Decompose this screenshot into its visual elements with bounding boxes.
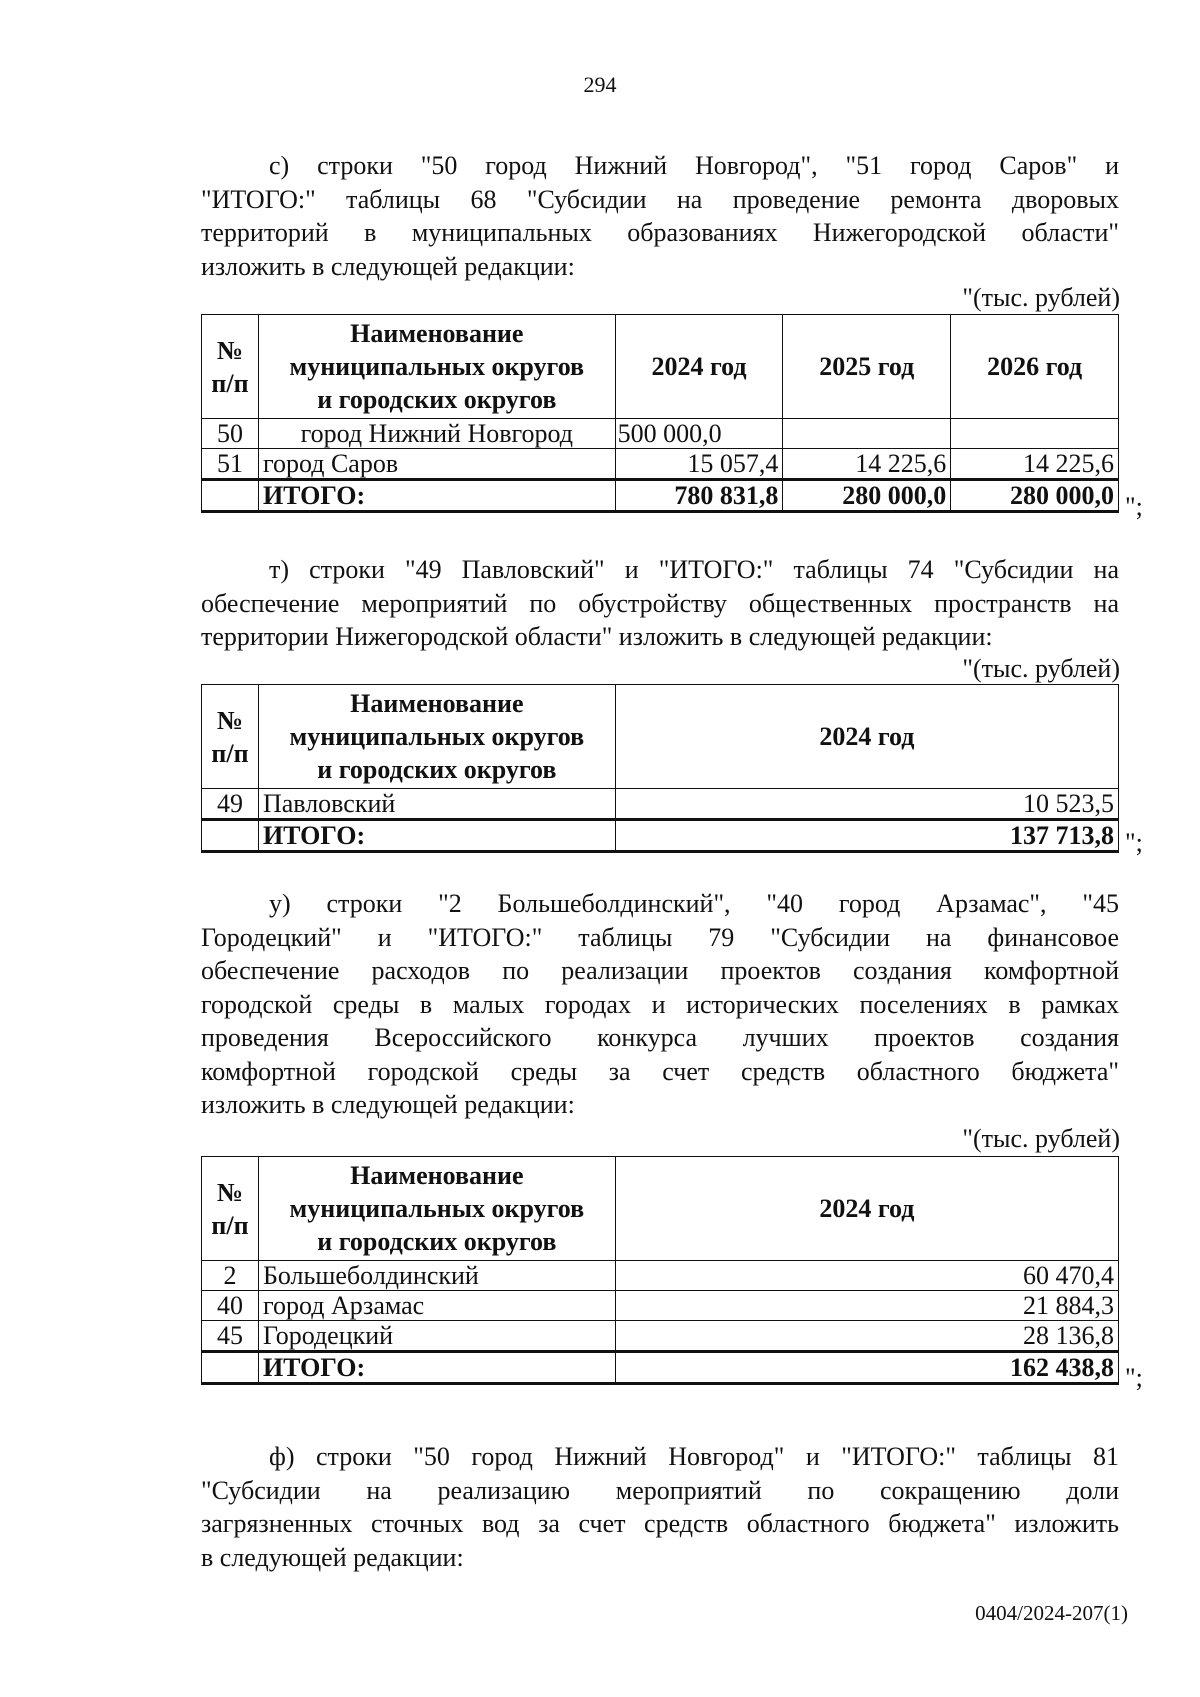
table-row: 2 Большеболдинский 60 470,4 bbox=[202, 1261, 1119, 1291]
table-row: 50 город Нижний Новгород 500 000,0 bbox=[202, 419, 1119, 449]
closing-mark: "; bbox=[1125, 1363, 1143, 1392]
unit-label: "(тыс. рублей) bbox=[962, 654, 1120, 683]
table-74 bbox=[201, 684, 1119, 853]
table-total-row: ИТОГО: 162 438,8 bbox=[202, 1352, 1119, 1384]
closing-mark: "; bbox=[1125, 828, 1143, 857]
table-79 bbox=[201, 1156, 1119, 1385]
header-name: Наименование муниципальных округов и городских округов bbox=[258, 1157, 615, 1261]
table-header-row bbox=[202, 315, 1119, 419]
table-68 bbox=[201, 314, 1119, 513]
header-2026: 2026 год bbox=[951, 315, 1119, 419]
table-row: 45 Городецкий 28 136,8 bbox=[202, 1321, 1119, 1352]
table-total-row: ИТОГО: 780 831,8 280 000,0 280 000,0 bbox=[202, 480, 1119, 512]
unit-label: "(тыс. рублей) bbox=[962, 283, 1120, 312]
header-num: № п/п bbox=[202, 315, 259, 419]
section-f-line: загрязненных сточных вод за счет средств областного бюджета" изложить bbox=[201, 1509, 1119, 1538]
section-u-line: у) строки "2 Большеболдинский", "40 город Арзамас", "45 bbox=[269, 889, 1119, 918]
header-name: Наименование муниципальных округов и городских округов bbox=[258, 315, 615, 419]
header-2025: 2025 год bbox=[783, 315, 951, 419]
section-t-paragraph bbox=[201, 553, 1119, 654]
section-s-line: "ИТОГО:" таблицы 68 "Субсидии на проведение ремонта дворовых bbox=[201, 184, 1119, 214]
table-row: 51 город Саров 15 057,4 14 225,6 14 225,6 bbox=[202, 449, 1119, 480]
table-header-row bbox=[202, 1157, 1119, 1261]
header-2024: 2024 год bbox=[615, 685, 1118, 789]
section-t-line: т) строки "49 Павловский" и "ИТОГО:" таблицы 74 "Субсидии на bbox=[269, 555, 1119, 584]
section-s-line: изложить в следующей редакции: bbox=[201, 251, 575, 281]
table-row: 40 город Арзамас 21 884,3 bbox=[202, 1291, 1119, 1321]
closing-mark: "; bbox=[1125, 492, 1143, 521]
table-header-row bbox=[202, 685, 1119, 789]
section-s-line: с) строки "50 город Нижний Новгород", "51 город Саров" и bbox=[269, 151, 1119, 180]
unit-label: "(тыс. рублей) bbox=[962, 1124, 1120, 1153]
section-u-line: городской среды в малых городах и исторических поселениях в рамках bbox=[201, 989, 1119, 1019]
header-2024: 2024 год bbox=[615, 315, 783, 419]
section-t-line: территории Нижегородской области" изложить в следующей редакции: bbox=[201, 622, 993, 651]
header-2024: 2024 год bbox=[615, 1157, 1118, 1261]
header-num: № п/п bbox=[202, 685, 259, 789]
section-f-line: ф) строки "50 город Нижний Новгород" и "ИТОГО:" таблицы 81 bbox=[269, 1442, 1119, 1471]
section-u-line: изложить в следующей редакции: bbox=[201, 1090, 575, 1119]
section-f-line: в следующей редакции: bbox=[201, 1542, 464, 1572]
table-total-row: ИТОГО: 137 713,8 bbox=[202, 820, 1119, 852]
section-u-paragraph bbox=[201, 887, 1119, 1122]
header-name: Наименование муниципальных округов и городских округов bbox=[258, 685, 615, 789]
section-t-line: обеспечение мероприятий по обустройству общественных пространств на bbox=[201, 588, 1119, 618]
document-code: 0404/2024-207(1) bbox=[975, 1601, 1128, 1625]
section-s-line: территорий в муниципальных образованиях Нижегородской области" bbox=[201, 218, 1119, 247]
section-u-line: проведения Всероссийского конкурса лучших проектов создания bbox=[201, 1023, 1119, 1052]
section-u-line: Городецкий" и "ИТОГО:" таблицы 79 "Субсидии на финансовое bbox=[201, 922, 1119, 952]
section-f-paragraph bbox=[201, 1440, 1119, 1574]
section-u-line: обеспечение расходов по реализации проектов создания комфортной bbox=[201, 956, 1119, 985]
section-f-line: "Субсидии на реализацию мероприятий по сокращению доли bbox=[201, 1475, 1119, 1505]
header-num: № п/п bbox=[202, 1157, 259, 1261]
section-s-paragraph bbox=[201, 149, 1119, 283]
section-u-line: комфортной городской среды за счет средств областного бюджета" bbox=[201, 1056, 1119, 1086]
table-row: 49 Павловский 10 523,5 bbox=[202, 789, 1119, 820]
page-number: 294 bbox=[583, 72, 617, 97]
